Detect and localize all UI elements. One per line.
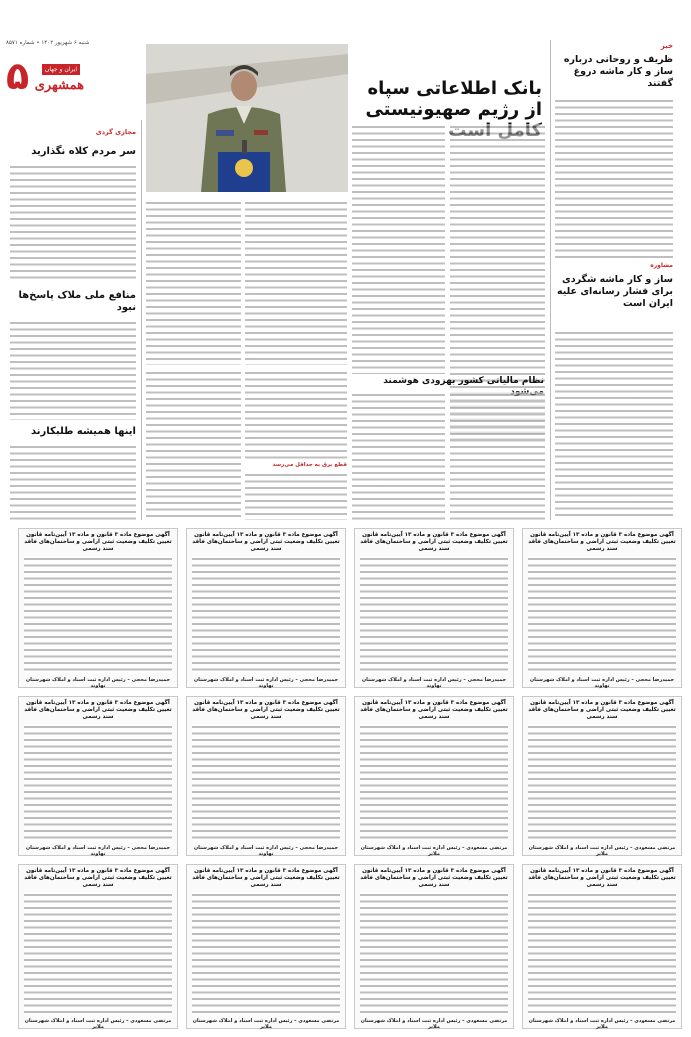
left-title-2: منافع ملی ملاک پاسخ‌ها نبود bbox=[18, 290, 136, 313]
ad-title: آگهی موضوع ماده ۳ قانون و ماده ۱۳ آیین‌نامه قانون تعیین تکلیف وضعیت ثبتی اراضی و ساختمان‌های فاقد سند رسمی bbox=[24, 868, 172, 888]
ad-notice bbox=[186, 528, 346, 688]
ad-body bbox=[528, 556, 676, 674]
ad-body bbox=[528, 724, 676, 842]
ad-body bbox=[24, 892, 172, 1015]
ad-notice bbox=[18, 528, 178, 688]
ad-notice bbox=[186, 696, 346, 856]
right-title-2: ساز و کار ماشه شگردی برای فشار رسانه‌ای علیه ایران است bbox=[557, 274, 673, 309]
masthead bbox=[0, 40, 90, 122]
ad-footer: حمیدرضا محجی – رئیس اداره ثبت اسناد و املاک شهرستان نهاوند bbox=[193, 677, 339, 689]
ad-notice bbox=[18, 864, 178, 1029]
lead-title: بانک اطلاعاتی سپاه از رژیم صهیونیستی bbox=[365, 78, 542, 120]
ad-footer: حمیدرضا محجی – رئیس اداره ثبت اسناد و املاک شهرستان نهاوند bbox=[25, 677, 171, 689]
ad-body bbox=[24, 556, 172, 674]
lead-body-col3 bbox=[245, 200, 347, 365]
ad-notice bbox=[522, 696, 682, 856]
ad-title: آگهی موضوع ماده ۳ قانون و ماده ۱۳ آیین‌نامه قانون تعیین تکلیف وضعیت ثبتی اراضی و ساختمان‌های فاقد سند رسمی bbox=[528, 700, 676, 720]
ad-notice bbox=[354, 528, 514, 688]
left-body-3 bbox=[10, 444, 136, 520]
sub-article-title: نظام مالیاتی کشور بهزودی هوشمند bbox=[383, 376, 544, 386]
ad-notice bbox=[522, 528, 682, 688]
ads-grid bbox=[10, 528, 682, 1033]
page-number: ۵ bbox=[6, 54, 30, 98]
lead-photo bbox=[146, 44, 348, 192]
ad-title: آگهی موضوع ماده ۳ قانون و ماده ۱۳ آیین‌نامه قانون تعیین تکلیف وضعیت ثبتی اراضی و ساختمان‌های فاقد سند رسمی bbox=[192, 700, 340, 720]
ad-notice bbox=[354, 696, 514, 856]
section-label: ایران و جهان bbox=[42, 64, 80, 75]
speaker-figure bbox=[146, 44, 348, 192]
ad-footer: مرتضی مسعودی – رئیس اداره ثبت اسناد و املاک شهرستان ملایر bbox=[528, 1018, 676, 1030]
lead-body-col2 bbox=[352, 124, 445, 374]
left-title-3: اینها همیشه طلبکارند bbox=[31, 426, 136, 437]
ad-title: آگهی موضوع ماده ۳ قانون و ماده ۱۳ آیین‌نامه قانون تعیین تکلیف وضعیت ثبتی اراضی و ساختمان‌های فاقد سند رسمی bbox=[192, 868, 340, 888]
brand-logo: همشهری bbox=[34, 78, 84, 93]
sub-article-body-3 bbox=[245, 370, 347, 460]
ad-title: آگهی موضوع ماده ۳ قانون و ماده ۱۳ آیین‌نامه قانون تعیین تکلیف وضعیت ثبتی اراضی و ساختمان‌های فاقد سند رسمی bbox=[24, 532, 172, 552]
ad-title: آگهی موضوع ماده ۳ قانون و ماده ۱۳ آیین‌نامه قانون تعیین تکلیف وضعیت ثبتی اراضی و ساختمان‌های فاقد سند رسمی bbox=[360, 868, 508, 888]
right-body-1 bbox=[555, 98, 673, 260]
ad-title: آگهی موضوع ماده ۳ قانون و ماده ۱۳ آیین‌نامه قانون تعیین تکلیف وضعیت ثبتی اراضی و ساختمان‌های فاقد سند رسمی bbox=[360, 700, 508, 720]
ad-footer: حمیدرضا محجی – رئیس اداره ثبت اسناد و املاک شهرستان نهاوند bbox=[361, 677, 507, 689]
sub-article-body-2 bbox=[352, 392, 445, 520]
sub-article-body-4 bbox=[245, 472, 347, 520]
ad-title: آگهی موضوع ماده ۳ قانون و ماده ۱۳ آیین‌نامه قانون تعیین تکلیف وضعیت ثبتی اراضی و ساختمان‌های فاقد سند رسمی bbox=[528, 868, 676, 888]
ad-title: آگهی موضوع ماده ۳ قانون و ماده ۱۳ آیین‌نامه قانون تعیین تکلیف وضعیت ثبتی اراضی و ساختمان‌های فاقد سند رسمی bbox=[192, 532, 340, 552]
ad-body bbox=[192, 724, 340, 842]
ad-footer: مرتضی مسعودی – رئیس اداره ثبت اسناد و املاک شهرستان ملایر bbox=[360, 845, 508, 857]
ad-body bbox=[360, 556, 508, 674]
sub-article-body-1 bbox=[450, 392, 545, 520]
ad-footer: حمیدرضا محجی – رئیس اداره ثبت اسناد و املاک شهرستان نهاوند bbox=[529, 677, 675, 689]
right-tag-1: خبر bbox=[660, 42, 673, 50]
ad-title: آگهی موضوع ماده ۳ قانون و ماده ۱۳ آیین‌نامه قانون تعیین تکلیف وضعیت ثبتی اراضی و ساختمان‌های فاقد سند رسمی bbox=[528, 532, 676, 552]
ad-footer: حمیدرضا محجی – رئیس اداره ثبت اسناد و املاک شهرستان نهاوند bbox=[25, 845, 171, 857]
left-body-1 bbox=[10, 164, 136, 282]
right-body-2 bbox=[555, 330, 673, 520]
left-col-divider bbox=[141, 120, 142, 520]
left-tag: مجازی گردی bbox=[95, 128, 136, 136]
sub-article-highlight: قطع برق به حداقل می‌رسد bbox=[272, 462, 347, 468]
ad-footer: مرتضی مسعودی – رئیس اداره ثبت اسناد و املاک شهرستان ملایر bbox=[24, 1018, 172, 1030]
ad-title: آگهی موضوع ماده ۳ قانون و ماده ۱۳ آیین‌نامه قانون تعیین تکلیف وضعیت ثبتی اراضی و ساختمان‌های فاقد سند رسمی bbox=[360, 532, 508, 552]
ad-notice bbox=[522, 864, 682, 1029]
sub-article-body-5 bbox=[146, 370, 241, 520]
ad-footer: مرتضی مسعودی – رئیس اداره ثبت اسناد و املاک شهرستان ملایر bbox=[360, 1018, 508, 1030]
ad-notice bbox=[186, 864, 346, 1029]
ad-notice bbox=[354, 864, 514, 1029]
left-body-2 bbox=[10, 320, 136, 420]
ad-notice bbox=[18, 696, 178, 856]
ad-body bbox=[24, 724, 172, 842]
ad-body bbox=[192, 556, 340, 674]
lead-body-col4 bbox=[146, 200, 241, 365]
ad-footer: مرتضی مسعودی – رئیس اداره ثبت اسناد و املاک شهرستان ملایر bbox=[528, 845, 676, 857]
ad-body bbox=[528, 892, 676, 1015]
left-title-1: سر مردم کلاه نگذارید bbox=[31, 146, 136, 157]
ad-footer: حمیدرضا محجی – رئیس اداره ثبت اسناد و املاک شهرستان نهاوند bbox=[193, 845, 339, 857]
ad-body bbox=[192, 892, 340, 1015]
ad-body bbox=[360, 892, 508, 1015]
dateline: شنبه ۶ شهریور ۱۴۰۲ • شماره ۸۵۷۱ bbox=[6, 40, 90, 46]
right-tag-2: مشاوره bbox=[650, 262, 673, 269]
right-col-divider bbox=[550, 40, 551, 520]
ad-title: آگهی موضوع ماده ۳ قانون و ماده ۱۳ آیین‌نامه قانون تعیین تکلیف وضعیت ثبتی اراضی و ساختمان‌های فاقد سند رسمی bbox=[24, 700, 172, 720]
ad-body bbox=[360, 724, 508, 842]
right-title-1: ظریف و روحانی درباره ساز و کار ماشه دروغ گفتند bbox=[563, 54, 673, 89]
ad-footer: مرتضی مسعودی – رئیس اداره ثبت اسناد و املاک شهرستان ملایر bbox=[192, 1018, 340, 1030]
